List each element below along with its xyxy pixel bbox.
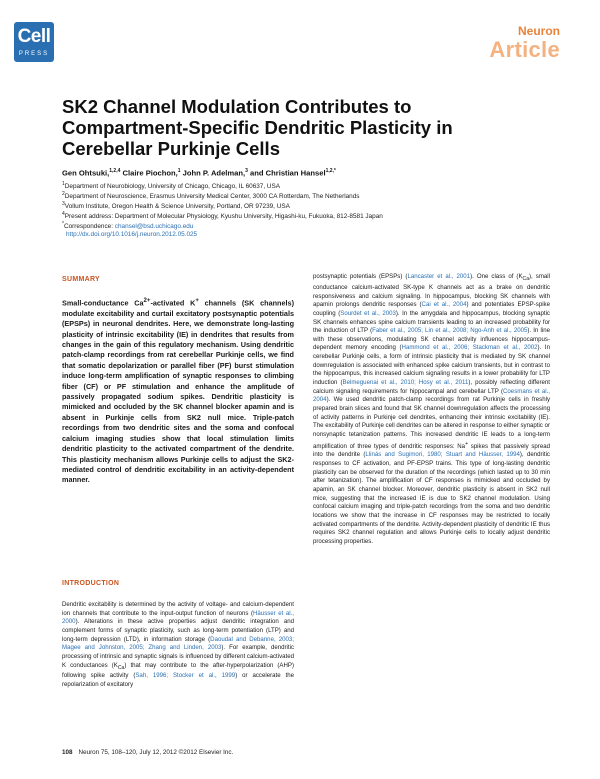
superscript: + bbox=[465, 440, 469, 447]
journal-name: Neuron bbox=[518, 24, 560, 38]
author-name: Claire Piochon, bbox=[120, 168, 178, 178]
correspondence-mark: * bbox=[62, 221, 64, 227]
citation-link[interactable]: Daoudal and Debanne, 2003; Magee and Johnston, 2005; Zhang and Linden, 2003 bbox=[62, 635, 294, 652]
article-title: SK2 Channel Modulation Contributes to Compartment-Specific Dendritic Plasticity in Cerebellar Purkinje Cells bbox=[62, 96, 453, 159]
citation-link[interactable]: Belmeguenai et al., 2010; Hosy et al., 2011 bbox=[342, 379, 469, 387]
author-affil: 1 bbox=[177, 168, 181, 174]
body-text: ), dendritic responses to CF activation, and PF-EPSP trains. This type of long-lasting dendritic plasticity can be observed for the duration of the recordings (which lasted up to 30 min after tetanization). The amplification of CF responses is mimicked and occluded by apamin, an SK channel blocker. Moreover, dendritic plasticity is absent in SK2 null mice, suggesting that the increased IE is due to SK2 channel modulation. Using confocal calcium imaging and triple-patch recordings from the soma and two dendritic locations we show that the increase in CF responses may be restricted to locally activated compartments of the dendrite. Activity-dependent plasticity of dendritic IE thus requires SK2 channel regulation and allows Purkinje cells to locally adjust dendritic processing properties. bbox=[313, 451, 550, 545]
body-text: ). In line with these observations, modulating SK channel activity influences hippocampus-dependent memory encoding ( bbox=[313, 327, 550, 352]
doi bbox=[66, 230, 546, 239]
body-text: ). For example, dendritic processing of intrinsic and synaptic signals is influenced by different calcium-activated K conductances (K bbox=[62, 644, 294, 669]
body-text: ) that may contribute to the after-hyperpolarization (AHP) following spike activity ( bbox=[62, 661, 294, 680]
body-text: ). Alterations in these active properties adjust dendritic integration and complement forms of synaptic plasticity, such as long-term potentiation (LTP) and long-term depression (LTD), in information storage ( bbox=[62, 618, 294, 643]
affiliation-number: 1 bbox=[62, 181, 65, 187]
body-text: ). In cerebellar Purkinje cells, a form of intrinsic plasticity that is mediated by SK channel downregulation is associated with enhanced spike calcium transients, but in contrast to the hippocampus, this increased calcium signaling results in a lower probability for LTP induction ( bbox=[313, 344, 551, 387]
citation-link[interactable]: Häusser et al., 2000 bbox=[62, 609, 294, 626]
subscript: Ca bbox=[522, 276, 530, 283]
page-footer bbox=[62, 749, 233, 756]
logo-press: PRESS bbox=[18, 51, 50, 57]
body-text: ) or accelerate the repolarization of excitatory bbox=[62, 672, 294, 689]
citation-link[interactable]: Cai et al., 2004 bbox=[421, 301, 467, 309]
citation-link[interactable]: Faber et al., 2005; Lin et al., 2008; Ngo-Anh et al., 2005 bbox=[372, 327, 528, 335]
superscript: 2+ bbox=[143, 298, 151, 304]
author-name: John P. Adelman, bbox=[180, 168, 246, 178]
body-text: postsynaptic potentials (EPSPs) ( bbox=[313, 273, 408, 280]
email-link[interactable]: chansel@bsd.uchicago.edu bbox=[114, 223, 194, 231]
summary-part: -activated K bbox=[150, 298, 196, 308]
citation-link[interactable]: Coesmans et al., 2004 bbox=[313, 387, 550, 404]
body-text: ), small conductance calcium-activated SK-type K channels act as a brake on dendritic responsiveness and calcium signaling. In hippocampus, blocking SK channels with apamin prolongs dendritic responses ( bbox=[313, 273, 551, 309]
body-text: ), possibly reflecting different calcium signaling requirements for hippocampal and cerebellar LTP ( bbox=[313, 379, 550, 395]
citation-link[interactable]: Lancaster et al., 2001 bbox=[407, 273, 471, 280]
affiliation-number: 4 bbox=[62, 211, 65, 217]
body-text: ). We used dendritic patch-clamp recordings from rat Purkinje cells in freshly prepared brain slices and found that SK channel downregulation affects the processing of activity patterns in Purkinje cell dendrites, enhancing their intrinsic excitability (IE). The excitability of Purkinje cell dendrites can be altered in response to either synaptic or nonsynaptic tetanization patterns. This increased dendritic IE leads to a long-term amplification of three types of dendritic responses: Na bbox=[313, 396, 550, 450]
summary-part: channels (SK channels) modulate excitability and curtail excitatory postsynaptic potentials (EPSPs) in neuronal dendrites. Here, we demonstrate long-lasting plasticity of intrinsic excitability (IE) in dendrites that results from changes in the gain of this regulatory mechanism. Using dendritic patch-clamp recordings from rat cerebellar Purkinje cells, we find that somatic depolarization or parallel fiber (PF) burst stimulation induce long-term amplification of synaptic responses to climbing fiber (CF) or PF stimulation and enhance the amplitude of passively propagated sodium spikes. Dendritic plasticity is mimicked and occluded by the SK channel blocker apamin and is absent in Purkinje cells from SK2 null mice. Triple-patch recordings from two dendritic sites and the soma and confocal calcium imaging studies show that local stimulation limits dendritic plasticity to the activated compartment of the dendrite. This plasticity mechanism allows Purkinje cells to adjust the SK2-mediated control of dendritic excitability in an activity-dependent manner. bbox=[62, 298, 294, 485]
page-number: 108 bbox=[62, 749, 73, 756]
citation-link[interactable]: Llinás and Sugimori, 1980; Stuart and Häusser, 1994 bbox=[365, 451, 520, 459]
subscript: Ca bbox=[117, 664, 125, 671]
affiliation-text: Vollum Institute, Oregon Health & Science University, Portland, OR 97239, USA bbox=[64, 203, 290, 211]
body-text: ) and potentiates EPSP-spike coupling ( bbox=[313, 301, 550, 317]
summary-heading: SUMMARY bbox=[62, 276, 101, 283]
logo-word: Cell bbox=[17, 26, 51, 47]
introduction-heading: INTRODUCTION bbox=[62, 580, 120, 587]
affiliation-number: 3 bbox=[62, 201, 65, 207]
cell-press-logo bbox=[14, 22, 54, 62]
author-affil: 3 bbox=[245, 168, 248, 174]
author-name: Gen Ohtsuki, bbox=[62, 168, 110, 178]
author-affil: 1,2,4 bbox=[109, 168, 121, 174]
body-text: ). One class of (K bbox=[470, 273, 523, 280]
author-name: and Christian Hansel bbox=[247, 168, 326, 178]
correspondence-label: Correspondence: bbox=[63, 223, 115, 231]
citation-link[interactable]: Hammond et al., 2006; Stackman et al., 2002 bbox=[401, 344, 538, 352]
article-type: Article bbox=[489, 37, 560, 62]
doi-link[interactable]: http://dx.doi.org/10.1016/j.neuron.2012.05.025 bbox=[66, 231, 198, 238]
summary-text bbox=[62, 296, 294, 486]
citation-link[interactable]: Sah, 1996; Stocker et al., 1999 bbox=[135, 672, 236, 680]
body-text: ). In the amygdala and hippocampus, blocking synaptic SK channels enhances spine calcium transients leading to an increased probability for the induction of LTP ( bbox=[313, 309, 550, 335]
body-text: spikes that passively spread into the dendrite ( bbox=[313, 442, 550, 459]
right-column-text bbox=[313, 273, 550, 547]
superscript: + bbox=[195, 298, 199, 304]
affiliation-number: 2 bbox=[62, 191, 65, 197]
body-text: Dendritic excitability is determined by the activity of voltage- and calcium-dependent ion channels that contribute to the input-output function of neurons ( bbox=[62, 601, 294, 617]
citation-link[interactable]: Sourdet et al., 2003 bbox=[340, 309, 396, 317]
affiliation-text: Present address: Department of Molecular Physiology, Kyushu University, Higashi-ku, Fukuoka, 812-8581 Japan bbox=[64, 213, 383, 221]
author-affil: 1,2,* bbox=[325, 168, 336, 174]
introduction-text bbox=[62, 601, 294, 690]
affiliation-text: Department of Neuroscience, Erasmus University Medical Center, 3000 CA Rotterdam, The Netherlands bbox=[64, 193, 360, 201]
affiliation-text: Department of Neurobiology, University of Chicago, Chicago, IL 60637, USA bbox=[64, 183, 281, 191]
summary-part: Small-conductance Ca bbox=[62, 298, 144, 308]
author-list bbox=[62, 168, 542, 178]
journal-citation: Neuron 75, 108–120, July 12, 2012 ©2012 Elsevier Inc. bbox=[78, 749, 234, 756]
